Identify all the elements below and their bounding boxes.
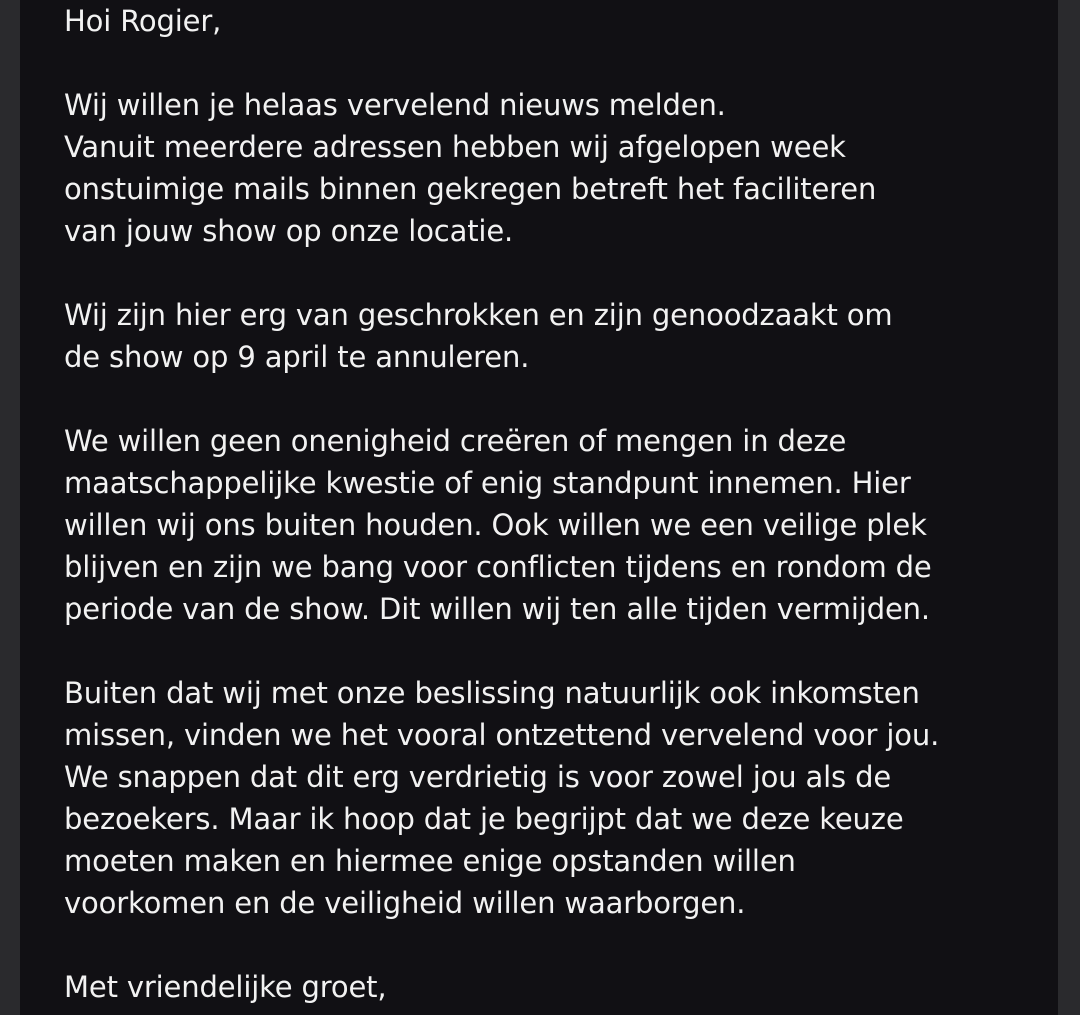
paragraph-4-line-1: Buiten dat wij met onze beslissing natuurlijk ook inkomsten [64, 676, 920, 710]
paragraph-4-line-5: moeten maken en hiermee enige opstanden willen [64, 844, 796, 878]
paragraph-1-line-2: Vanuit meerdere adressen hebben wij afgelopen week [64, 130, 846, 164]
paragraph-spacer [64, 42, 1054, 84]
paragraph-1-line-4: van jouw show op onze locatie. [64, 214, 514, 248]
paragraph-3-line-1: We willen geen onenigheid creëren of mengen in deze [64, 424, 847, 458]
paragraph-spacer [64, 252, 1054, 294]
paragraph-spacer [64, 630, 1054, 672]
paragraph-4-line-2: missen, vinden we het vooral ontzettend vervelend voor jou. [64, 718, 940, 752]
paragraph-2-line-2: de show op 9 april te annuleren. [64, 340, 530, 374]
paragraph-1-line-1: Wij willen je helaas vervelend nieuws melden. [64, 88, 726, 122]
paragraph-4-line-4: bezoekers. Maar ik hoop dat je begrijpt dat we deze keuze [64, 802, 904, 836]
greeting-line: Hoi Rogier, [64, 4, 222, 38]
paragraph-3-line-5: periode van de show. Dit willen wij ten alle tijden vermijden. [64, 592, 930, 626]
paragraph-4-line-3: We snappen dat dit erg verdrietig is voor zowel jou als de [64, 760, 892, 794]
paragraph-2-line-1: Wij zijn hier erg van geschrokken en zijn genoodzaakt om [64, 298, 893, 332]
paragraph-spacer [64, 924, 1054, 966]
closing-line: Met vriendelijke groet, [64, 970, 387, 1004]
paragraph-3-line-3: willen wij ons buiten houden. Ook willen we een veilige plek [64, 508, 927, 542]
paragraph-1-line-3: onstuimige mails binnen gekregen betreft het faciliteren [64, 172, 877, 206]
message-body [64, 0, 1054, 1008]
paragraph-3-line-4: blijven en zijn we bang voor conflicten tijdens en rondom de [64, 550, 932, 584]
paragraph-4-line-6: voorkomen en de veiligheid willen waarborgen. [64, 886, 746, 920]
paragraph-3-line-2: maatschappelijke kwestie of enig standpunt innemen. Hier [64, 466, 911, 500]
paragraph-spacer [64, 378, 1054, 420]
